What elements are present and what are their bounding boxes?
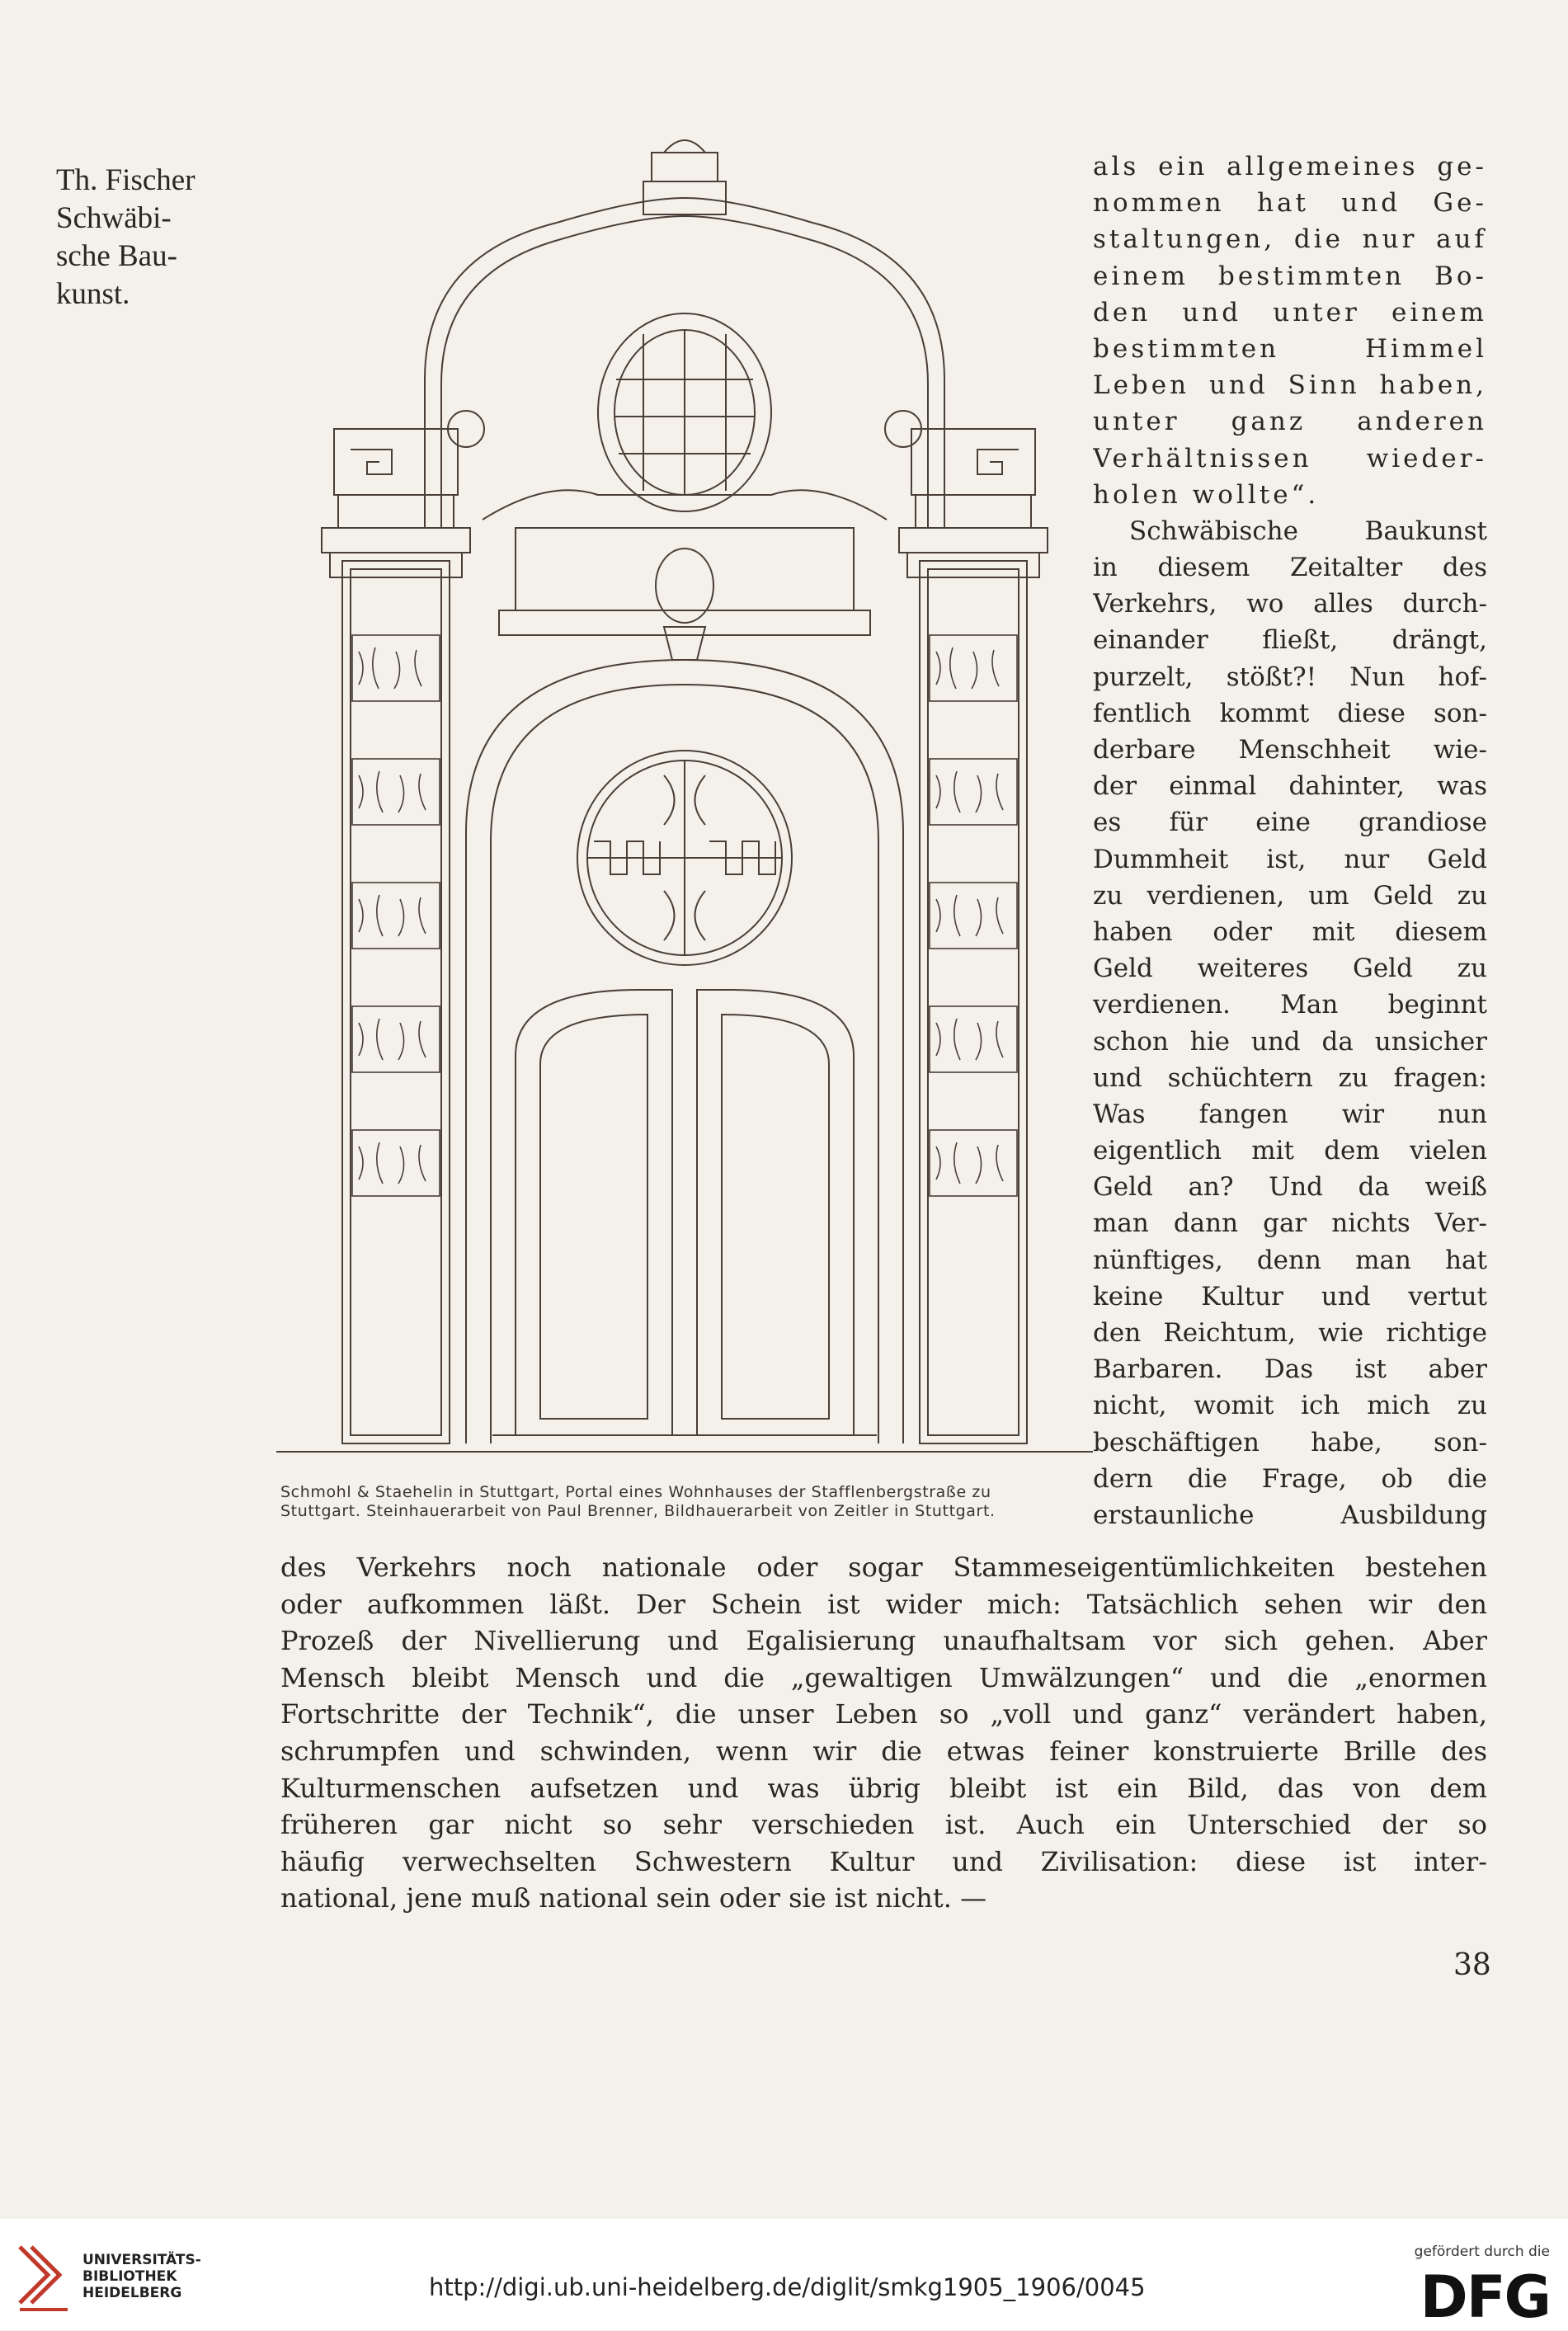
caption-line: Schmohl & Staehelin in Stuttgart, Portal eines Wohnhauses der Stafflenbergstraße zu <box>280 1483 991 1501</box>
text-line: zu verdienen, um Geld zu <box>1093 880 1487 911</box>
text-line: als ein allgemeines ge- <box>1093 152 1487 181</box>
text-line: staltungen, die nur auf <box>1093 224 1487 255</box>
text-line: erstaunliche Ausbildung <box>1093 1500 1487 1530</box>
text-line: in diesem Zeitalter des <box>1093 553 1487 583</box>
text-line: verdienen. Man beginnt <box>1093 990 1487 1020</box>
text-line: Barbaren. Das ist aber <box>1093 1354 1487 1385</box>
text-line: eigentlich mit dem vielen <box>1093 1136 1487 1166</box>
text-line: national, jene muß national sein oder sie ist nicht. — <box>280 1882 987 1914</box>
text-line: häufig verwechselten Schwestern Kultur und Zivilisation: diese ist inter- <box>280 1845 1487 1877</box>
source-url-link[interactable]: http://digi.ub.uni-heidelberg.de/diglit/smkg1905_1906/0045 <box>429 2273 1146 2301</box>
caption-line: Stuttgart. Steinhauerarbeit von Paul Brenner, Bildhauerarbeit von Zeitler in Stuttgart. <box>280 1502 996 1520</box>
text-line: Mensch bleibt Mensch und die „gewaltigen Umwälzungen“ und die „enormen <box>280 1661 1487 1693</box>
margin-note: Th. Fischer Schwäbi- sche Bau- kunst. <box>56 163 195 311</box>
text-line: unter ganz anderen <box>1093 407 1487 437</box>
text-line: einem bestimmten Bo- <box>1093 261 1487 291</box>
text-line: oder aufkommen läßt. Der Schein ist wider mich: Tatsächlich sehen wir den <box>280 1588 1487 1620</box>
text-line: holen wollte“. <box>1093 479 1320 510</box>
text-line: Leben und Sinn haben, <box>1093 370 1487 401</box>
page-number: 38 <box>1453 1948 1491 1982</box>
funding-note: gefördert durch die <box>1414 2244 1550 2260</box>
text-line: Geld an? Und da weiß <box>1093 1172 1487 1203</box>
text-line: Verhältnissen wieder- <box>1093 443 1487 473</box>
library-name-line: UNIVERSITÄTS- <box>82 2252 201 2268</box>
text-line: den Reichtum, wie richtige <box>1093 1318 1487 1348</box>
text-line: schon hie und da unsicher <box>1093 1026 1487 1057</box>
text-line: purzelt, stößt?! Nun hof- <box>1093 662 1487 692</box>
text-line: Was fangen wir nun <box>1093 1099 1487 1129</box>
text-line: man dann gar nichts Ver- <box>1093 1208 1487 1239</box>
text-line: der einmal dahinter, was <box>1093 771 1487 802</box>
text-line: Kulturmenschen aufsetzen und was übrig bleibt ist ein Bild, das von dem <box>280 1772 1487 1804</box>
text-line: und schüchtern zu fragen: <box>1093 1062 1487 1093</box>
text-line: Prozeß der Nivellierung und Egalisierung unaufhaltsam vor sich gehen. Aber <box>280 1625 1487 1657</box>
text-line: Fortschritte der Technik“, die unser Leben so „voll und ganz“ verändert haben, <box>280 1698 1487 1731</box>
text-line: beschäftigen habe, son- <box>1093 1427 1487 1457</box>
text-line: schrumpfen und schwinden, wenn wir die etwas feiner konstruierte Brille des <box>280 1735 1487 1767</box>
library-name-line: HEIDELBERG <box>82 2285 182 2301</box>
library-name <box>82 2252 201 2301</box>
text-line: nicht, womit ich mich zu <box>1093 1391 1487 1421</box>
right-text-column <box>1093 148 1487 1533</box>
full-width-paragraph <box>280 1549 1487 1917</box>
text-line: keine Kultur und vertut <box>1093 1281 1487 1311</box>
text-line: haben oder mit diesem <box>1093 916 1487 947</box>
text-line: Schwäbische Baukunst <box>1129 516 1487 546</box>
library-name-line: BIBLIOTHEK <box>82 2268 177 2285</box>
text-line: nünftiges, denn man hat <box>1093 1245 1487 1275</box>
text-line: des Verkehrs noch nationale oder sogar Stammeseigentümlichkeiten bestehen <box>280 1552 1487 1583</box>
figure-caption <box>280 1483 1089 1521</box>
text-line: Verkehrs, wo alles durch- <box>1093 589 1487 619</box>
text-line: derbare Menschheit wie- <box>1093 735 1487 765</box>
text-line: früheren gar nicht so sehr verschieden ist. Auch ein Unterschied der so <box>280 1809 1487 1841</box>
text-line: nommen hat und Ge- <box>1093 188 1487 219</box>
text-line: den und unter einem <box>1093 297 1487 327</box>
portal-illustration <box>276 132 1093 1456</box>
text-line: Geld weiteres Geld zu <box>1093 954 1487 984</box>
university-library-logo <box>15 2242 73 2315</box>
text-line: bestimmten Himmel <box>1093 333 1487 364</box>
portal-drawing <box>276 132 1093 1456</box>
footer-bar <box>0 2219 1568 2330</box>
dfg-logo: DFG <box>1420 2263 1550 2331</box>
text-line: es für eine grandiose <box>1093 808 1487 838</box>
text-line: fentlich kommt diese son- <box>1093 698 1487 728</box>
text-line: Dummheit ist, nur Geld <box>1093 844 1487 874</box>
text-line: einander fließt, drängt, <box>1093 625 1487 656</box>
text-line: dern die Frage, ob die <box>1093 1463 1487 1494</box>
